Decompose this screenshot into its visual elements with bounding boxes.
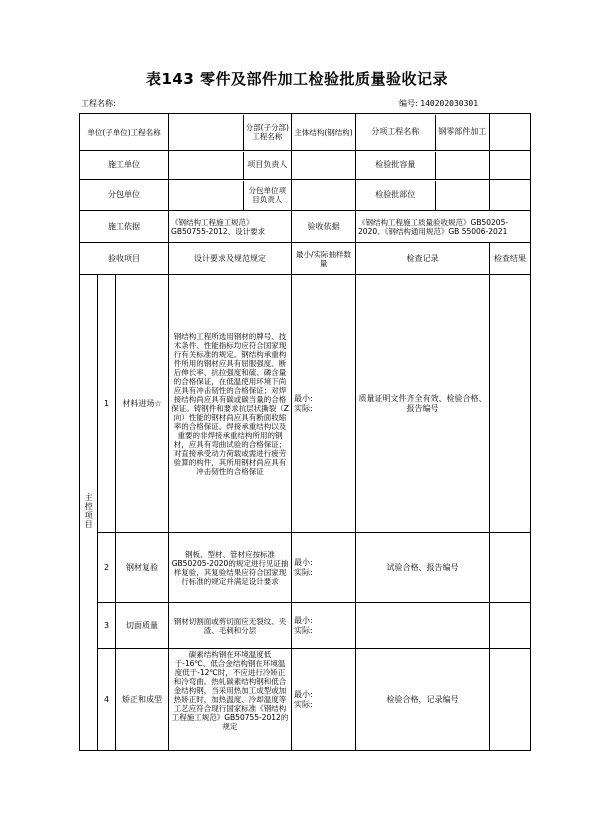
- basis-label: 施工依据: [80, 211, 169, 243]
- col-record-header: 检查记录: [356, 243, 490, 275]
- row-sample[interactable]: [292, 533, 356, 603]
- number-value: 140202030301: [420, 99, 479, 108]
- row-name: 矫正和成型: [116, 649, 169, 751]
- col-requirement-header: 设计要求及规范规定: [169, 243, 292, 275]
- subdivision-value: 主体结构(钢结构): [292, 114, 356, 151]
- row-requirement: 钢结构工程所选用钢材的牌号、技术条件、性能指标均应符合国家现行有关标准的规定。钢结构承重构件所用的钢材应具有屈服强度、断后伸长率、抗拉强度和硫、磷含量的合格保证，在低温使用环境下尚应具有冲击韧性的合格保证；对焊接结构尚应具有碳或碳当量的合格保证。铸钢件和要求抗层状撕裂（Z 向）性能的钢材尚应具有断面收缩率的合格保证。焊接承重结构以及重要的非焊接承重结构所用的钢材，应具有弯曲试验的合格保证；对直接承受动力荷载或需进行疲劳验算的构件，其所用钢材尚应具有冲击韧性的合格保证: [169, 275, 292, 533]
- row-name: 钢材复验: [116, 533, 169, 603]
- project-manager-input[interactable]: [292, 151, 356, 180]
- batch-capacity-extra: [490, 151, 531, 180]
- row-record[interactable]: 质量证明文件齐全有效、检验合格、报告编号: [356, 275, 490, 533]
- batch-location-label: 检验批部位: [356, 181, 435, 210]
- table-row: [80, 275, 531, 533]
- col-sample-header: 最小/实际抽样数量: [292, 243, 356, 275]
- number-label: 编号:: [399, 99, 418, 108]
- subcontract-manager-label: 分包单位项目负责人: [248, 186, 287, 204]
- batch-capacity-label: 检验批容量: [356, 152, 435, 179]
- construction-unit-cell: [169, 151, 292, 180]
- sample-actual: 实际:: [294, 699, 313, 709]
- record-number: [399, 98, 478, 109]
- row-sample[interactable]: [292, 603, 356, 649]
- row-requirement: 钢板、型材、管材应按标准GB50205-2020的规定进行见证抽样复验，其复验结果应符合国家现行标准的规定并满足设计要求: [169, 533, 292, 603]
- row-name: 材料进场☆: [116, 275, 169, 533]
- subitem-value: 钢零部件加工: [438, 127, 487, 137]
- subcontract-unit-cell: [169, 180, 292, 211]
- page-title: 表143 零件及部件加工检验批质量验收记录: [145, 70, 449, 88]
- project-manager-label: 项目负责人: [247, 160, 288, 170]
- unit-project-value[interactable]: [169, 114, 292, 151]
- row-requirement: 碳素结构钢在环境温度低于-16℃、低合金结构钢在环境温度低于-12℃时，不应进行冷矫正和冷弯曲。热轧碳素结构钢和低合金结构钢，当采用热加工成型或加热矫正时，加热温度、冷却温度等工艺应符合现行国家标准《钢结构工程施工规范》GB50755-2012的规定: [169, 649, 292, 751]
- table-row: [80, 533, 531, 603]
- batch-location-cell: [356, 180, 490, 211]
- table-row: [80, 603, 531, 649]
- row-record[interactable]: 检验合格，记录编号: [356, 649, 490, 751]
- subcontract-unit-input[interactable]: [169, 181, 243, 210]
- sample-min: 最小:: [294, 689, 313, 699]
- batch-location-input[interactable]: [435, 181, 489, 210]
- basis-value: 《钢结构工程施工规范》GB50755-2012、设计要求: [169, 211, 292, 243]
- subcontract-manager-input[interactable]: [292, 180, 356, 211]
- row-no: 2: [98, 533, 116, 603]
- sample-min: 最小:: [294, 557, 313, 567]
- row-record[interactable]: 试验合格、报告编号: [356, 533, 490, 603]
- sample-min: 最小:: [294, 393, 313, 403]
- row-result[interactable]: [490, 649, 531, 751]
- column-header-row: [80, 243, 531, 275]
- project-name-label: 工程名称:: [81, 99, 116, 108]
- row-record[interactable]: [356, 603, 490, 649]
- row-no: 1: [98, 275, 116, 533]
- acceptance-basis-label: 验收依据: [292, 211, 356, 243]
- sample-min: 最小:: [294, 615, 313, 625]
- col-result-header: 检查结果: [490, 243, 531, 275]
- row-no: 4: [98, 649, 116, 751]
- info-row-basis: [80, 211, 531, 243]
- row-result[interactable]: [490, 533, 531, 603]
- row-name: 切面质量: [116, 603, 169, 649]
- group-label: 主控项目: [84, 493, 94, 530]
- subitem-value-overflow: [490, 114, 531, 151]
- subitem-label: 分项工程名称: [356, 115, 435, 150]
- unit-project-input[interactable]: [169, 115, 243, 150]
- subdivision-label: 分部(子分部)工程名称: [245, 123, 289, 141]
- batch-capacity-input[interactable]: [435, 152, 489, 179]
- subcontract-unit-label: 分包单位: [80, 180, 169, 211]
- row-no: 3: [98, 603, 116, 649]
- batch-location-extra: [490, 180, 531, 211]
- info-row-unit: [80, 114, 531, 151]
- subitem-cell: [356, 114, 490, 151]
- info-row-construction: [80, 151, 531, 180]
- row-result[interactable]: [490, 275, 531, 533]
- batch-capacity-cell: [356, 151, 490, 180]
- construction-unit-input[interactable]: [169, 152, 243, 179]
- acceptance-record-table: [79, 113, 531, 751]
- col-item-header: 验收项目: [80, 243, 169, 275]
- row-requirement: 钢材切割面或剪切面应无裂纹、夹渣、毛刺和分层: [169, 603, 292, 649]
- construction-unit-label: 施工单位: [80, 151, 169, 180]
- table-row: [80, 649, 531, 751]
- row-sample[interactable]: [292, 275, 356, 533]
- acceptance-basis-value: 《钢结构工程施工质量验收规范》GB50205-2020、《钢结构通用规范》GB 55006-2021: [356, 211, 531, 243]
- sample-actual: 实际:: [294, 403, 313, 413]
- row-sample[interactable]: [292, 649, 356, 751]
- info-row-subcontract: [80, 180, 531, 211]
- group-label-cell: [80, 275, 98, 751]
- sample-actual: 实际:: [294, 567, 313, 577]
- sample-actual: 实际:: [294, 625, 313, 635]
- unit-project-label: 单位(子单位)工程名称: [80, 114, 169, 151]
- row-result[interactable]: [490, 603, 531, 649]
